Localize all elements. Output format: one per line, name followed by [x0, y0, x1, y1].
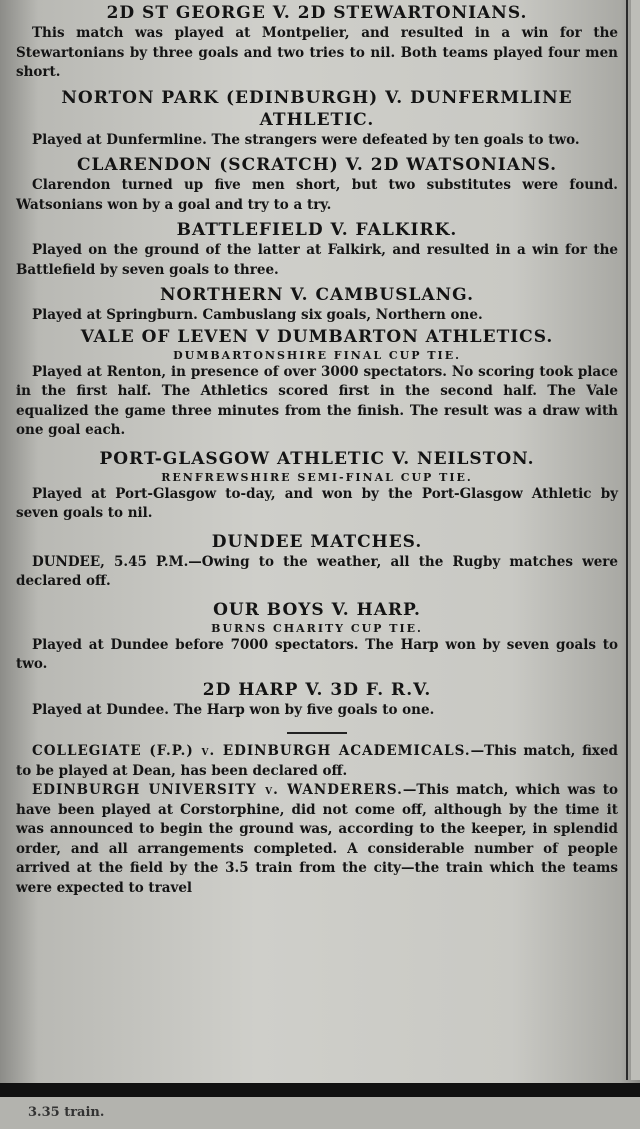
match-subheading: RENFREWSHIRE SEMI-FINAL CUP TIE. — [161, 470, 473, 484]
section-divider — [287, 732, 347, 734]
match-paragraph: Played at Port-Glasgow to-day, and won by the Port-Glasgow Athletic by seven goals to nil. — [16, 485, 618, 521]
match-paragraph: Played at Dundee. The Harp won by five goals to one. — [32, 701, 435, 718]
match-heading: OUR BOYS V. HARP. — [213, 599, 421, 620]
sports-column — [16, 2, 618, 898]
match-heading: 2D ST GEORGE V. 2D STEWARTONIANS. — [106, 3, 528, 23]
match-report — [16, 679, 618, 721]
match-heading: VALE OF LEVEN V DUMBARTON ATHLETICS. — [80, 326, 554, 347]
note-text: —This match, fixed to be played at Dean, has been declared off. — [16, 743, 618, 779]
page-bottom — [0, 1097, 640, 1129]
match-heading: DUNDEE MATCHES. — [211, 531, 423, 552]
page-fold-shadow — [0, 1083, 640, 1097]
match-paragraph: Played at Springburn. Cambuslang six goals, Northern one. — [32, 307, 483, 323]
match-heading: NORTHERN V. CAMBUSLANG. — [159, 285, 474, 305]
match-heading: CLARENDON (SCRATCH) V. 2D WATSONIANS. — [76, 155, 558, 175]
news-note — [16, 781, 618, 898]
match-heading: PORT-GLASGOW ATHLETIC V. NEILSTON. — [99, 448, 535, 469]
match-report — [16, 531, 618, 592]
match-report — [16, 448, 618, 524]
note-text: —This match, which was to have been played at Corstorphine, did not come off, although by the time it was announced to begin the ground was, according to the keeper, in splendid order, and all arrangements completed. A considerable number of people arrived at the field by the 3.5 train from the city—the train which the teams were expected to travel — [16, 782, 618, 896]
match-report — [16, 284, 618, 326]
match-paragraph: Played on the ground of the latter at Falkirk, and resulted in a win for the Battlefield by seven goals to three. — [16, 242, 618, 278]
news-note — [16, 742, 618, 781]
match-paragraph: DUNDEE, 5.45 P.M.—Owing to the weather, all the Rugby matches were declared off. — [16, 553, 618, 589]
match-heading: BATTLEFIELD V. FALKIRK. — [176, 220, 458, 240]
match-report — [16, 87, 618, 151]
note-lead: EDINBURGH UNIVERSITY v. WANDERERS. — [32, 782, 403, 798]
match-report — [16, 219, 618, 280]
match-subheading: DUMBARTONSHIRE FINAL CUP TIE. — [173, 348, 461, 362]
match-report — [16, 599, 618, 675]
trailing-text: 3.35 train. — [28, 1105, 105, 1120]
match-paragraph: Played at Dundee before 7000 spectators. The Harp won by seven goals to two. — [16, 636, 618, 672]
match-report — [16, 2, 618, 83]
match-paragraph: This match was played at Montpelier, and resulted in a win for the Stewartonians by three goals and two tries to nil. Both teams played four men short. — [16, 25, 618, 80]
match-paragraph: Played at Renton, in presence of over 3000 spectators. No scoring took place in the first half. The Athletics scored first in the second half. The Vale equalized the game three minutes from the finish. The result was a draw with one goal each. — [16, 363, 618, 438]
match-report — [16, 326, 618, 441]
match-report — [16, 154, 618, 215]
match-subheading: BURNS CHARITY CUP TIE. — [211, 621, 423, 635]
match-heading: 2D HARP V. 3D F. R.V. — [202, 679, 432, 700]
match-paragraph: Clarendon turned up five men short, but two substitutes were found. Watsonians won by a goal and try to a try. — [16, 177, 618, 213]
adjacent-column-edge — [631, 0, 640, 1080]
match-heading: NORTON PARK (EDINBURGH) V. DUNFERMLINE ATHLETIC. — [61, 87, 573, 130]
note-lead: COLLEGIATE (F.P.) v. EDINBURGH ACADEMICALS. — [32, 743, 471, 759]
column-rule — [626, 0, 628, 1080]
match-paragraph: Played at Dunfermline. The strangers were defeated by ten goals to two. — [32, 131, 580, 148]
